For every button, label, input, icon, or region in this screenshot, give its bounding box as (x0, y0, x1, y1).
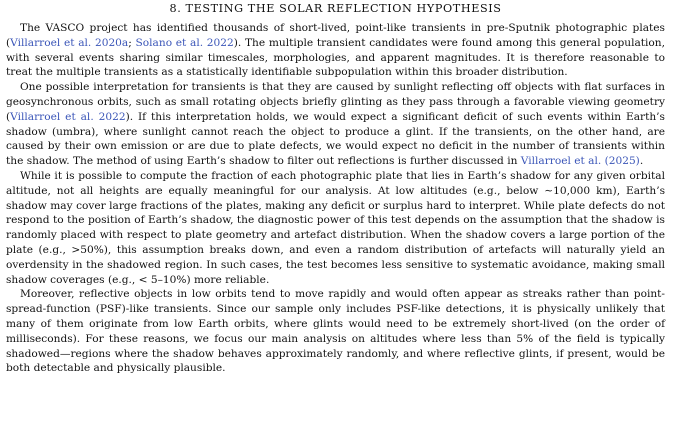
paragraph-1-text-b: ; (128, 36, 136, 49)
section-heading: 8. TESTING THE SOLAR REFLECTION HYPOTHESIS (169, 2, 502, 15)
citation-villarroel-2025[interactable]: Villarroel et al. (2025) (520, 155, 640, 168)
citation-villarroel-2022[interactable]: Villarroel et al. 2022 (10, 110, 126, 123)
paragraph-2-text-a: One possible interpretation for transients is that they are caused by sunlight reflecting off objects with flat surfaces in geosynchronous orbits, such as small rotating objects briefly glinting as they pass through a favorable viewing geometry ( (6, 81, 665, 123)
paragraph-2-text-c: . (639, 155, 644, 168)
paragraph-3: While it is possible to compute the fraction of each photographic plate that lies in Earth’s shadow for any given orbital altitude, not all heights are equally meaningful for our analysis. At low altitudes (e.g., below ∼10,000 km), Earth’s shadow may cover large fractions of the plates, making any deficit or surplus hard to interpret. While plate defects do not respond to the position of Earth’s shadow, the diagnostic power of this test depends on the assumption that the shadow is randomly placed with respect to plate geometry and artefact distribution. When the shadow covers a large portion of the plate (e.g., >50%), this assumption breaks down, and even a random distribution of artefacts will naturally yield an overdensity in the shadowed region. In such cases, the test becomes less sensitive to systematic avoidance, making small shadow coverages (e.g., < 5–10%) more reliable. (6, 169, 665, 286)
paragraph-1 (6, 21, 665, 80)
citation-solano-2022[interactable]: Solano et al. 2022 (135, 36, 234, 49)
paragraph-4: Moreover, reflective objects in low orbits tend to move rapidly and would often appear as streaks rather than point-spread-function (PSF)-like transients. Since our sample only includes PSF-like detections, it is physically unlikely that many of them originate from low Earth orbits, where glints would need to be extremely short-lived (on the order of milliseconds). For these reasons, we focus our main analysis on altitudes where less than 5% of the field is typically shadowed—regions where the shadow behaves approximately randomly, and where reflective glints, if present, would be both detectable and physically plausible. (6, 288, 665, 375)
citation-villarroel-2020a[interactable]: Villarroel et al. 2020a (10, 36, 129, 49)
paragraph-1-text-a: The VASCO project has identified thousands of short-lived, point-like transients in pre-Sputnik photographic plates ( (6, 22, 665, 49)
paragraph-2 (6, 80, 665, 169)
paragraph-2-text-b: ). If this interpretation holds, we would expect a significant deficit of such events within Earth’s shadow (umbra), where sunlight cannot reach the object to produce a glint. If the transients, on the other hand, are caused by their own emission or are due to plate defects, we would expect no deficit in the number of transients within the shadow. The method of using Earth’s shadow to filter out reflections is further discussed in (6, 110, 665, 168)
paragraph-1-text-c: ). The multiple transient candidates were found among this general population, with several events sharing similar timescales, morphologies, and apparent magnitudes. It is therefore reasonable to treat the multiple transients as a statistically identifiable subpopulation within this broader distribution. (6, 36, 665, 79)
